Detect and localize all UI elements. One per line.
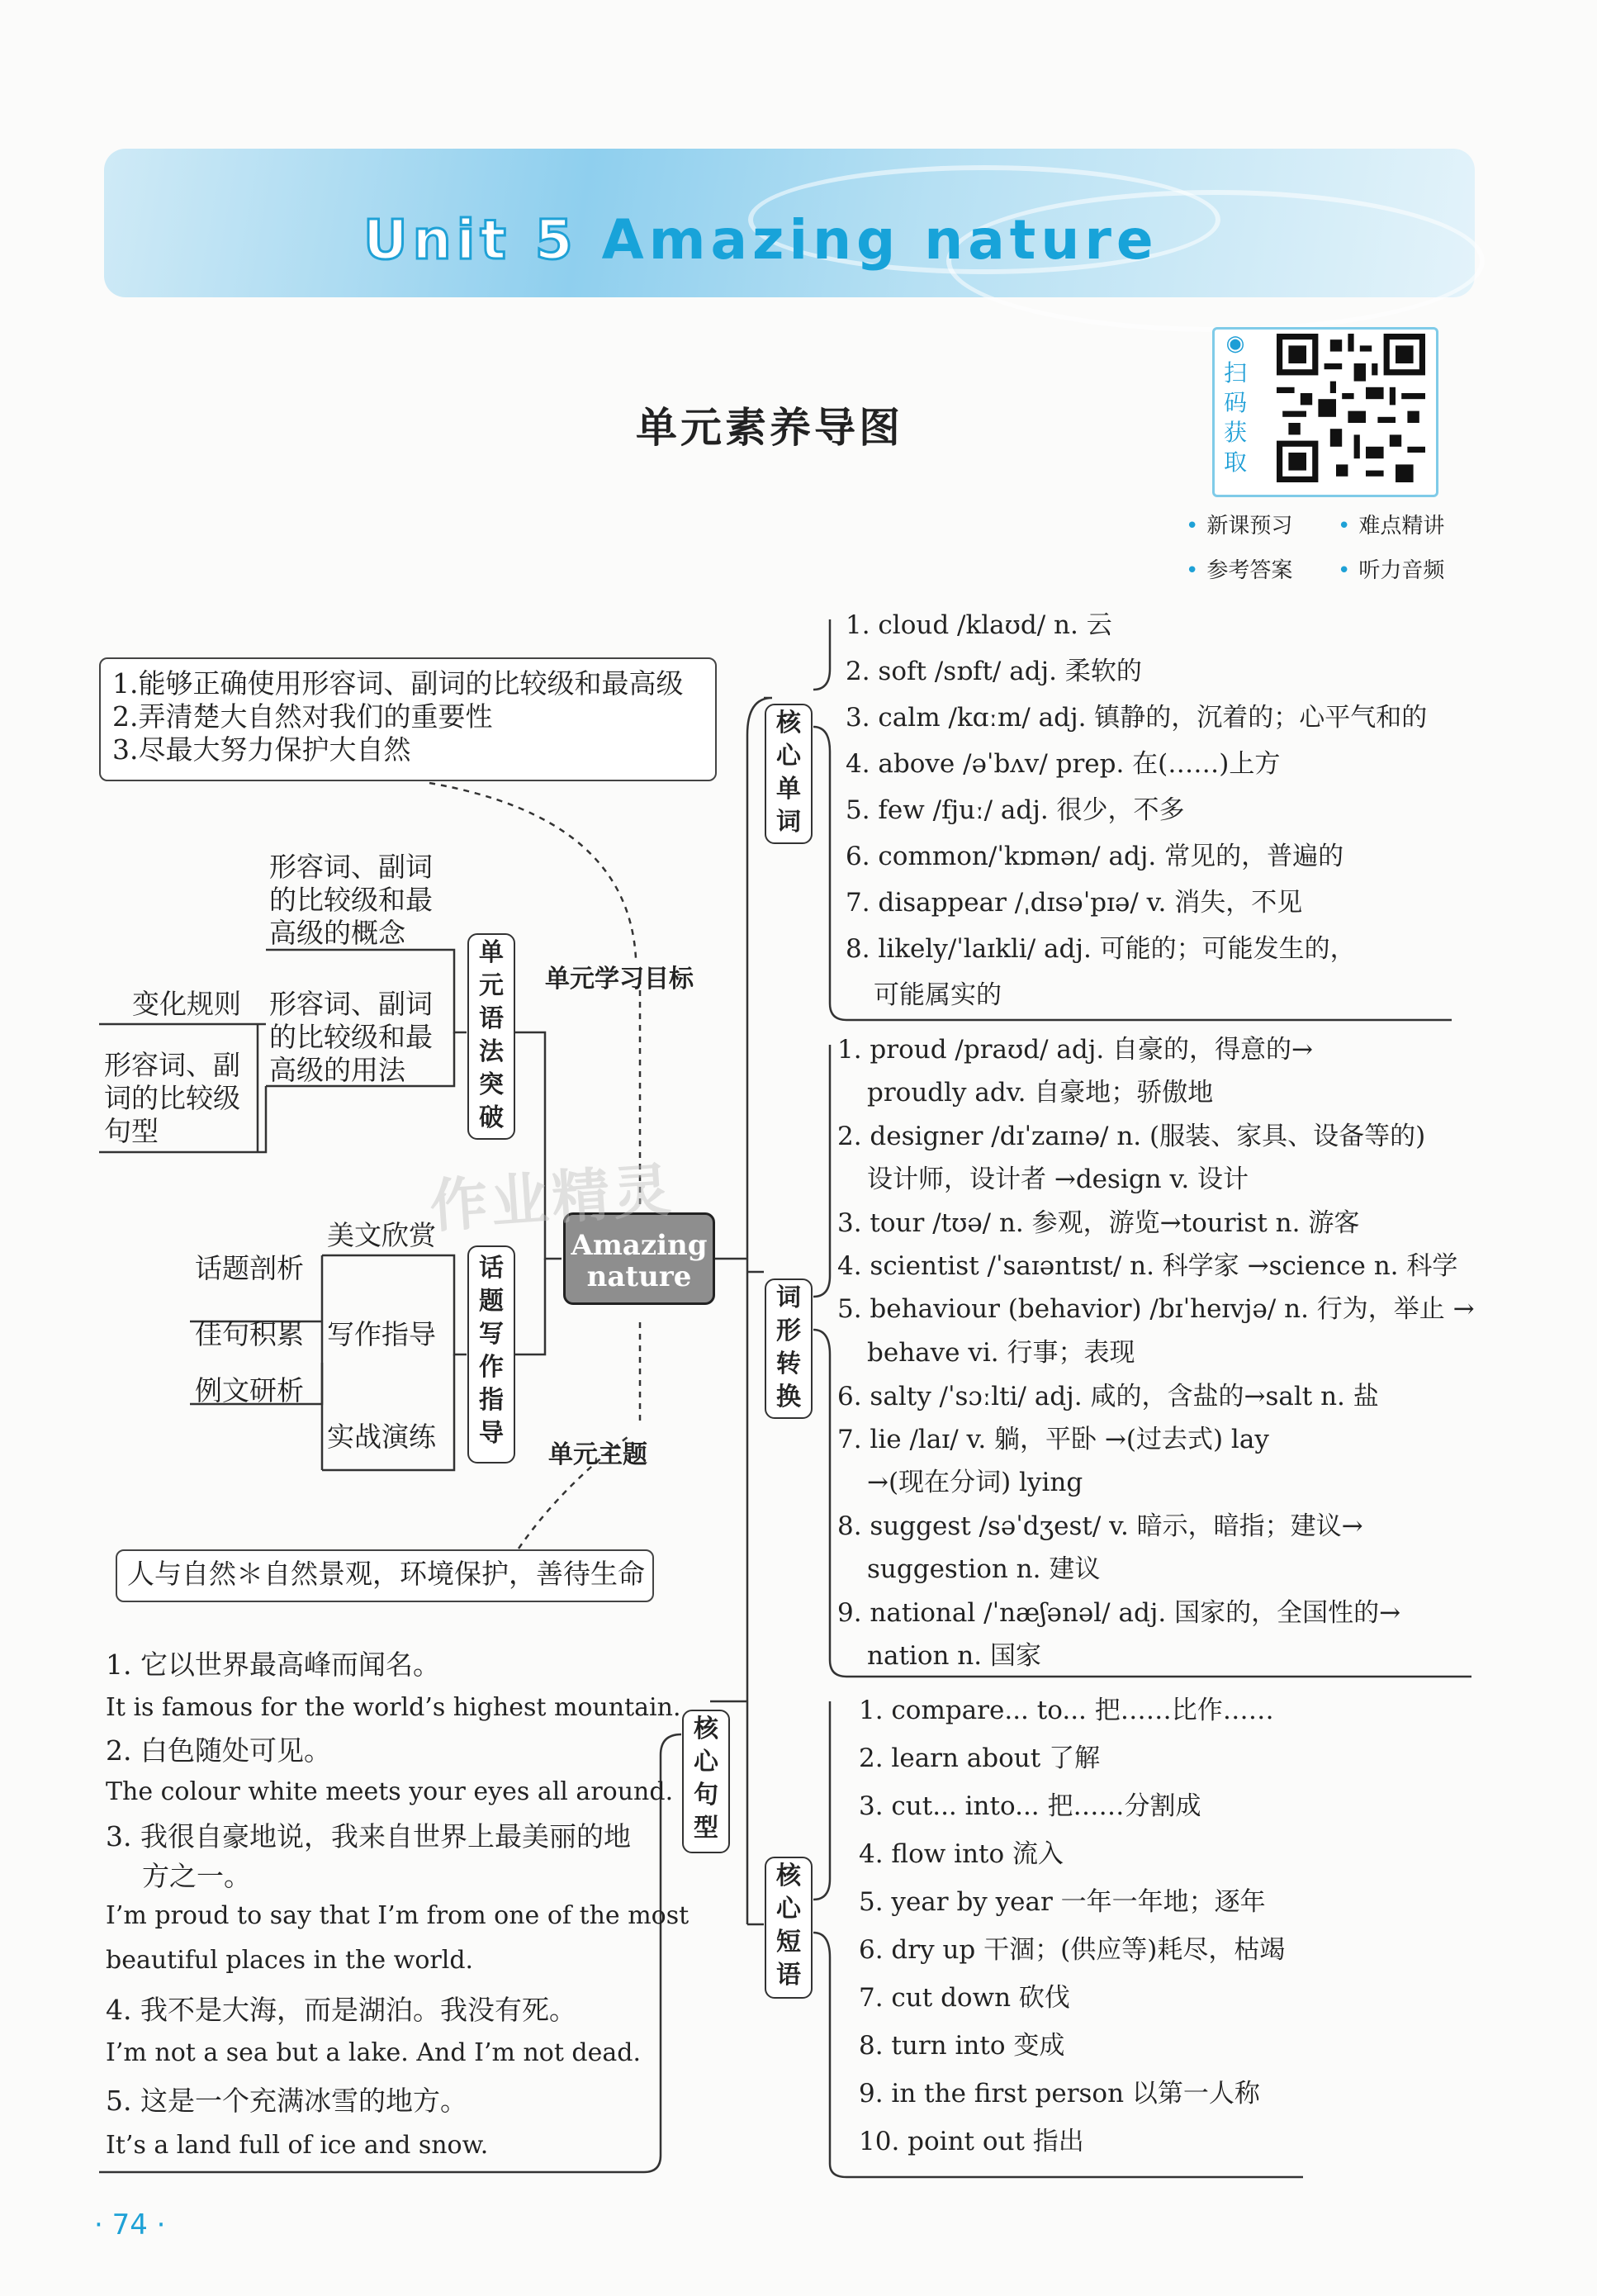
- resource-key-points[interactable]: [1338, 509, 1444, 539]
- form-item: 1. proud /praʊd/ adj. 自豪的，得意的→: [837, 1035, 1313, 1065]
- grammar-usage-line: 形容词、副词: [269, 988, 433, 1020]
- phrases-title-char: 短: [776, 1928, 801, 1957]
- grammar-rules: 变化规则: [132, 988, 241, 1020]
- writing-title-char: 指: [479, 1386, 504, 1415]
- writing-title-char: 作: [479, 1353, 504, 1382]
- word-item: 8. likely/ˈlaɪkli/ adj. 可能的；可能发生的，: [846, 934, 1356, 964]
- unit-number: Unit 5: [363, 208, 578, 272]
- resource-label: 参考答案: [1206, 558, 1293, 583]
- phrases-title-box: [765, 1857, 813, 1999]
- phrase-item: 10. point out 指出: [859, 2127, 1084, 2156]
- form-item: 7. lie /laɪ/ v. 躺，平卧 →(过去式) lay: [837, 1425, 1269, 1454]
- qr-label-char: 取: [1223, 448, 1247, 476]
- writing-appreciation: 美文欣赏: [327, 1219, 436, 1251]
- form-item: 9. national /ˈnæʃənəl/ adj. 国家的，全国性的→: [837, 1598, 1401, 1628]
- goals-label: 单元学习目标: [545, 965, 694, 994]
- form-item: 2. designer /dɪˈzaɪnə/ n. (服装、家具、设备等的): [837, 1122, 1426, 1151]
- word-item: 7. disappear /ˌdɪsəˈpɪə/ v. 消失，不见: [846, 888, 1303, 918]
- sentence-en: I’m not a sea but a lake. And I’m not dead.: [106, 2038, 642, 2067]
- sentence-en: The colour white meets your eyes all around.: [106, 1777, 674, 1806]
- eye-icon: ◉: [1225, 331, 1245, 356]
- writing-title-char: 导: [479, 1419, 504, 1448]
- phrase-item: 8. turn into 变成: [859, 2031, 1065, 2061]
- grammar-concept: [269, 851, 433, 950]
- word-item: 4. above /əˈbʌv/ prep. 在(……)上方: [846, 749, 1281, 779]
- resource-preview[interactable]: [1186, 509, 1292, 539]
- phrase-item: 5. year by year 一年一年地；逐年: [859, 1887, 1266, 1917]
- theme-text: 人与自然＊自然景观，环境保护，善待生命: [127, 1558, 645, 1590]
- phrase-item: 6. dry up 干涸；(供应等)耗尽，枯竭: [859, 1935, 1286, 1965]
- word-forms-title-box: [765, 1278, 813, 1419]
- learning-goals-box: [99, 657, 717, 781]
- sentences-title-char: 句: [694, 1781, 718, 1810]
- form-item: 5. behaviour (behavior) /bɪˈheɪvjə/ n. 行为，举止 →: [837, 1294, 1475, 1324]
- sentence-en: I’m proud to say that I’m from one of the most: [106, 1901, 690, 1930]
- form-item: 6. salty /ˈsɔːlti/ adj. 咸的，含盐的→salt n. 盐: [837, 1382, 1379, 1411]
- writing-example: 例文研析: [195, 1374, 304, 1407]
- form-item: 4. scientist /ˈsaɪəntɪst/ n. 科学家 →science n. 科学: [837, 1251, 1458, 1281]
- qr-label-char: 码: [1223, 389, 1247, 416]
- grammar-usage-line: 的比较级和最: [269, 1021, 433, 1053]
- goal-item: 3.尽最大努力保护大自然: [112, 733, 411, 766]
- theme-box: [116, 1549, 654, 1602]
- grammar-concept-line: 形容词、副词: [269, 851, 433, 883]
- bullet-icon: •: [1186, 514, 1199, 538]
- writing-guide: 写作指导: [327, 1318, 436, 1350]
- key-words-title-box: [765, 704, 813, 844]
- sentence-cn: 2. 白色随处可见。: [106, 1734, 331, 1767]
- forms-title-char: 换: [776, 1383, 801, 1411]
- word-item: 3. calm /kɑːm/ adj. 镇静的，沉着的；心平气和的: [846, 703, 1428, 733]
- grammar-sentence-line: 词的比较级: [104, 1082, 240, 1114]
- word-item: 1. cloud /klaʊd/ n. 云: [846, 610, 1112, 640]
- key-sentences-list: [106, 1648, 689, 2172]
- page-number: · 74 ·: [94, 2208, 166, 2241]
- center-line: Amazing: [571, 1229, 708, 1262]
- resource-label: 新课预习: [1206, 514, 1293, 538]
- grammar-sentence-line: 形容词、副: [104, 1049, 240, 1081]
- writing-title-box: [467, 1245, 515, 1463]
- words-title-char: 词: [776, 808, 801, 837]
- qr-scan-label: [1217, 329, 1253, 477]
- writing-accumulation: 佳句积累: [195, 1318, 304, 1350]
- writing-topic: 话题剖析: [195, 1252, 304, 1284]
- sentence-cn: 1. 它以世界最高峰而闻名。: [106, 1648, 440, 1681]
- qr-label-char: 获: [1223, 419, 1247, 446]
- grammar-sentence-type: [104, 1049, 240, 1148]
- watermark: 作业精灵: [427, 1155, 676, 1241]
- page-title: 单元素养导图: [636, 403, 903, 452]
- writing-title-char: 话: [479, 1254, 504, 1283]
- form-item: proudly adv. 自豪地；骄傲地: [867, 1078, 1214, 1108]
- bullet-icon: •: [1186, 558, 1199, 583]
- writing-practice: 实战演练: [327, 1421, 436, 1453]
- sentence-en: It’s a land full of ice and snow.: [106, 2131, 489, 2160]
- resource-label: 听力音频: [1358, 558, 1445, 583]
- grammar-title-box: [467, 933, 515, 1140]
- goal-item: 1.能够正确使用形容词、副词的比较级和最高级: [112, 667, 684, 700]
- phrase-item: 9. in the first person 以第一人称: [859, 2079, 1260, 2109]
- unit-name: Amazing nature: [601, 208, 1159, 272]
- form-item: behave vi. 行事；表现: [867, 1338, 1135, 1368]
- word-item: 5. few /fjuː/ adj. 很少，不多: [846, 795, 1185, 825]
- qr-code-icon[interactable]: [1277, 334, 1425, 482]
- grammar-title-char: 语: [479, 1004, 504, 1033]
- forms-title-char: 词: [776, 1283, 801, 1312]
- phrase-item: 4. flow into 流入: [859, 1839, 1064, 1869]
- word-forms-list: [837, 1032, 1475, 1682]
- sentence-cn: 方之一。: [142, 1860, 251, 1892]
- grammar-sentence-line: 句型: [104, 1115, 159, 1147]
- key-words-list: [846, 608, 1427, 1024]
- words-title-char: 核: [776, 709, 801, 738]
- forms-title-char: 形: [776, 1316, 801, 1345]
- form-item: 设计师，设计者 →design v. 设计: [867, 1165, 1249, 1194]
- phrase-item: 3. cut... into... 把……分割成: [859, 1791, 1201, 1821]
- theme-label: 单元主题: [548, 1440, 647, 1469]
- resource-label: 难点精讲: [1358, 514, 1445, 538]
- resource-audio[interactable]: [1338, 553, 1444, 584]
- sentence-en: beautiful places in the world.: [106, 1946, 474, 1975]
- bullet-icon: •: [1338, 514, 1351, 538]
- goal-item: 2.弄清楚大自然对我们的重要性: [112, 700, 493, 733]
- key-sentences-title-box: [682, 1710, 730, 1853]
- writing-title-char: 写: [479, 1320, 504, 1349]
- sentence-cn: 3. 我很自豪地说，我来自世界上最美丽的地: [106, 1820, 631, 1852]
- word-item: 可能属实的: [874, 980, 1002, 1010]
- words-title-char: 单: [776, 775, 801, 804]
- forms-title-char: 转: [776, 1350, 801, 1378]
- phrase-item: 1. compare... to... 把……比作……: [859, 1696, 1274, 1725]
- grammar-title-char: 破: [479, 1103, 504, 1132]
- unit-title: [363, 208, 1159, 272]
- grammar-concept-line: 的比较级和最: [269, 884, 433, 916]
- phrase-item: 7. cut down 砍伐: [859, 1983, 1070, 2013]
- grammar-title-char: 突: [479, 1070, 504, 1099]
- form-item: suggestion n. 建议: [867, 1554, 1101, 1584]
- word-item: 6. common/ˈkɒmən/ adj. 常见的，普遍的: [846, 842, 1344, 871]
- grammar-usage-line: 高级的用法: [269, 1054, 405, 1086]
- bullet-icon: •: [1338, 558, 1351, 583]
- phrases-list: [859, 1693, 1285, 2172]
- word-item: 2. soft /sɒft/ adj. 柔软的: [846, 657, 1142, 686]
- writing-title-char: 题: [479, 1287, 504, 1316]
- grammar-title-char: 元: [479, 971, 504, 1000]
- form-item: →(现在分词) lying: [867, 1468, 1083, 1497]
- sentences-title-char: 心: [694, 1748, 718, 1777]
- grammar-usage: [269, 988, 433, 1087]
- phrases-title-char: 核: [776, 1862, 801, 1890]
- sentence-en: It is famous for the world’s highest mountain.: [106, 1693, 681, 1722]
- phrase-item: 2. learn about 了解: [859, 1743, 1101, 1773]
- center-line: nature: [586, 1260, 692, 1293]
- grammar-title-char: 法: [479, 1037, 504, 1066]
- resource-answers[interactable]: [1186, 553, 1292, 584]
- form-item: nation n. 国家: [867, 1641, 1041, 1671]
- phrases-title-char: 语: [776, 1961, 801, 1990]
- grammar-title-char: 单: [479, 938, 504, 967]
- sentences-title-char: 型: [694, 1814, 718, 1843]
- sentences-title-char: 核: [694, 1715, 718, 1743]
- grammar-concept-line: 高级的概念: [269, 917, 405, 949]
- sentence-cn: 5. 这是一个充满冰雪的地方。: [106, 2085, 467, 2117]
- words-title-char: 心: [776, 742, 801, 771]
- qr-label-char: 扫: [1223, 359, 1247, 387]
- form-item: 3. tour /tʊə/ n. 参观，游览→tourist n. 游客: [837, 1208, 1360, 1238]
- phrases-title-char: 心: [776, 1895, 801, 1924]
- sentence-cn: 4. 我不是大海，而是湖泊。我没有死。: [106, 1994, 576, 2026]
- form-item: 8. suggest /səˈdʒest/ v. 暗示，暗指；建议→: [837, 1511, 1363, 1541]
